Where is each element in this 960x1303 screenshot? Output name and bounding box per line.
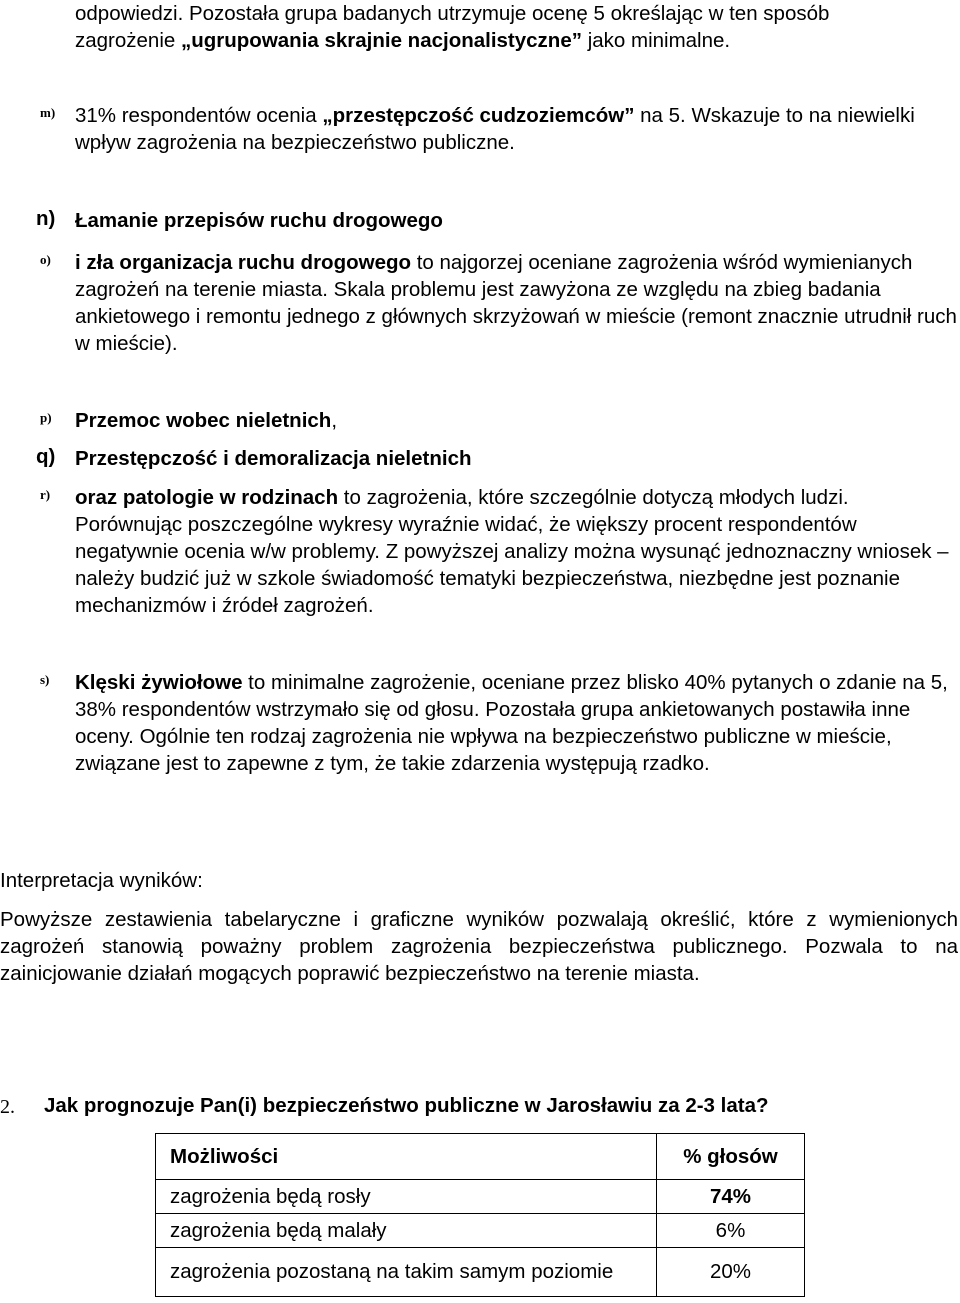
- emphasis: Łamanie przepisów ruchu drogowego: [75, 209, 443, 232]
- results-table: [155, 1133, 805, 1297]
- table-row: [156, 1248, 805, 1297]
- emphasis: Klęski żywiołowe: [75, 671, 243, 694]
- list-item-text: [75, 249, 960, 357]
- list-item-text: [75, 669, 960, 777]
- text: zagrożenie: [75, 29, 181, 52]
- list-item-text: [75, 445, 960, 472]
- table-header-row: [156, 1134, 805, 1180]
- header-votes: % głosów: [657, 1134, 805, 1180]
- text: to zagrożenia, które szczególnie dotyczą młodych ludzi. Porównując poszczególne wykresy wyraźnie widać, że większy procent respondentów negatywnie ocenia w/w problemy. Z powyższej analizy można wysunąć jednoznaczny wniosek – należy budzić już w szkole świadomość tematyki bezpieczeństwa, niezbędne jest poznanie mechanizmów i źródeł zagrożeń.: [75, 486, 949, 617]
- list-marker: q): [36, 445, 56, 468]
- list-item-text: [75, 484, 960, 619]
- table-cell-percent: 20%: [657, 1248, 805, 1297]
- text: 31% respondentów ocenia: [75, 104, 323, 127]
- table-cell-option: zagrożenia pozostaną na takim samym poziomie: [156, 1248, 657, 1297]
- list-marker: r): [40, 487, 51, 502]
- list-marker: p): [40, 410, 52, 425]
- table-cell-option: zagrożenia będą rosły: [156, 1180, 657, 1214]
- list-marker: s): [40, 672, 50, 687]
- list-item-text: [75, 102, 960, 156]
- table-cell-percent: 6%: [657, 1214, 805, 1248]
- list-item-text: [75, 407, 960, 434]
- emphasis: oraz patologie w rodzinach: [75, 486, 339, 509]
- emphasis: „ugrupowania skrajnie nacjonalistyczne”: [180, 29, 582, 52]
- interpretation-heading: Interpretacja wyników:: [0, 869, 203, 892]
- emphasis: i zła organizacja ruchu drogowego: [75, 251, 412, 274]
- list-marker: m): [40, 105, 56, 120]
- paragraph-top-line1: odpowiedzi. Pozostała grupa badanych utrzymuje ocenę 5 określając w ten sposób: [75, 2, 830, 25]
- question-number: 2.: [0, 1096, 15, 1118]
- text: to minimalne zagrożenie, oceniane przez blisko 40% pytanych o zdanie na 5, 38% respondentów wstrzymało się od głosu. Pozostała grupa ankietowanych postawiła inne oceny. Ogólnie ten rodzaj zagrożenia nie wpływa na bezpieczeństwo publiczne w mieście, związane jest to zapewne z tym, że takie zdarzenia występują rzadko.: [75, 671, 948, 775]
- paragraph-top: [75, 0, 960, 54]
- header-options: Możliwości: [156, 1134, 657, 1180]
- table-row: [156, 1180, 805, 1214]
- table-row: [156, 1214, 805, 1248]
- text: to najgorzej oceniane zagrożenia wśród wymienianych zagrożeń na terenie miasta. Skala problemu jest zawyżona ze względu na zbieg badania ankietowego i remontu jednego z głównych skrzyżowań w mieście (remont znacznie utrudnił ruch w mieście).: [75, 251, 957, 355]
- emphasis: Przemoc wobec nieletnich: [75, 409, 332, 432]
- emphasis: Przestępczość i demoralizacja nieletnich: [75, 447, 472, 470]
- emphasis: „przestępczość cudzoziemców”: [322, 104, 635, 127]
- text: jako minimalne.: [582, 29, 731, 52]
- question-text: Jak prognozuje Pan(i) bezpieczeństwo publiczne w Jarosławiu za 2-3 lata?: [44, 1094, 769, 1117]
- list-marker: o): [40, 252, 51, 267]
- interpretation-text: Powyższe zestawienia tabelaryczne i graficzne wyników pozwalają określić, które z wymienionych zagrożeń stanowią poważny problem zagrożenia bezpieczeństwa publicznego. Pozwala to na zainicjowanie działań mogących poprawić bezpieczeństwo na terenie miasta.: [0, 908, 958, 985]
- text: ,: [331, 409, 338, 432]
- table-cell-percent: 74%: [657, 1180, 805, 1214]
- list-item-text: [75, 207, 960, 234]
- table-cell-option: zagrożenia będą malały: [156, 1214, 657, 1248]
- list-marker: n): [36, 207, 56, 230]
- paragraph-top-line2: [75, 27, 960, 54]
- text: na 5. Wskazuje to na niewielki wpływ zagrożenia na bezpieczeństwo publiczne.: [75, 104, 915, 154]
